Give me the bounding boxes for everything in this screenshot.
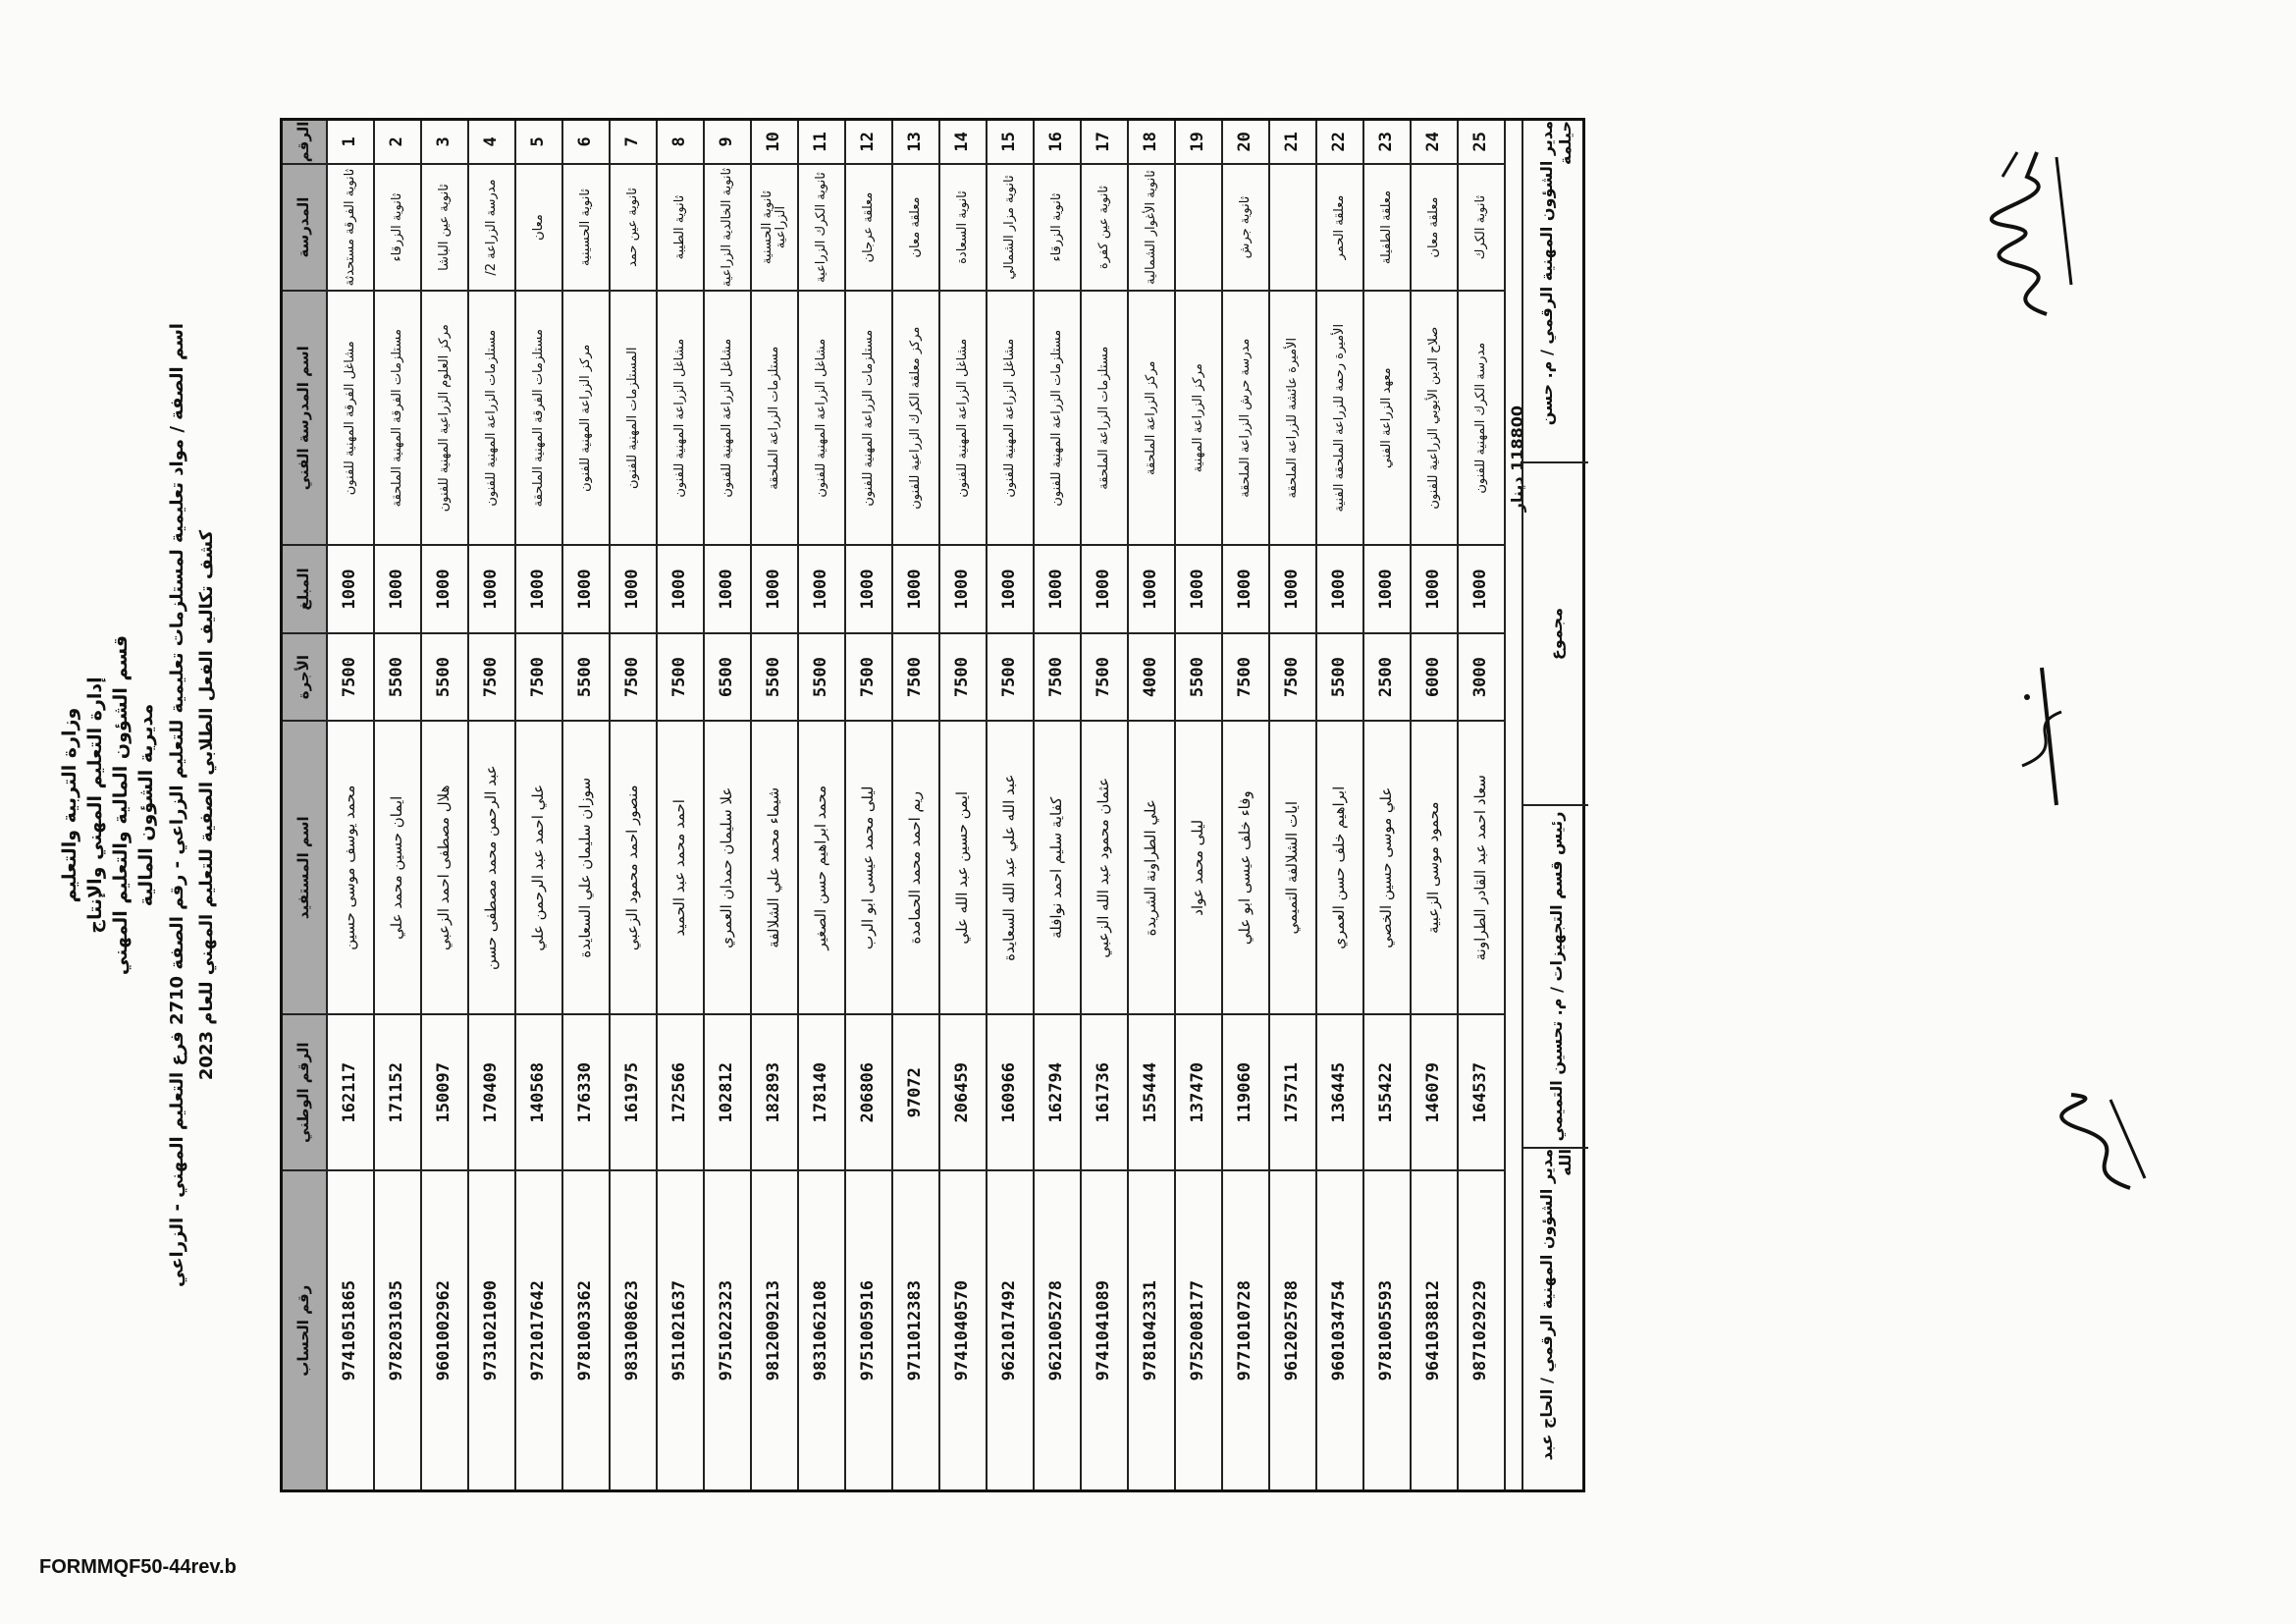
table-cell-fee: 6000 <box>1412 634 1459 723</box>
signature-row <box>1522 121 1588 1489</box>
table-cell-amount: 1000 <box>658 546 705 634</box>
signature-scribble-3 <box>2052 1080 2160 1208</box>
table-cell-account: 9831062108 <box>799 1171 846 1489</box>
table-cell-no: 12 <box>846 121 893 165</box>
table-cell-national-id: 140568 <box>516 1015 563 1171</box>
table-cell-account: 9771010728 <box>1223 1171 1270 1489</box>
table-cell-fee: 7500 <box>940 634 988 723</box>
table-cell-name: ليلى محمد عواد <box>1176 722 1223 1015</box>
table-row <box>375 121 422 1489</box>
table-cell-no: 7 <box>611 121 658 165</box>
header-line-6: كشف تكاليف الفعل الطلابي الصفية للتعليم المهني للعام 2023 <box>196 529 217 1081</box>
table-cell-program: مشاغل الزراعة المهنية للفنون <box>940 292 988 546</box>
table-cell-school: معلقة الحمر <box>1317 165 1364 292</box>
header-line-4: مديرية الشؤون المالية <box>135 703 157 907</box>
table-cell-school: مدرسة الزراعة 2/ <box>469 165 516 292</box>
table-cell-fee: 7500 <box>469 634 516 723</box>
table-cell-national-id: 164537 <box>1459 1015 1506 1171</box>
table-cell-account: 9752008177 <box>1176 1171 1223 1489</box>
table-cell-account: 9831008623 <box>611 1171 658 1489</box>
table-cell-amount: 1000 <box>1223 546 1270 634</box>
table-cell-amount: 1000 <box>375 546 422 634</box>
table-cell-national-id: 206806 <box>846 1015 893 1171</box>
table-cell-program: مشاغل الزراعة المهنية للفنون <box>658 292 705 546</box>
column-header: اسم المستفيد <box>283 722 328 1015</box>
rotated-page <box>29 20 2238 1591</box>
column-header: المبلغ <box>283 546 328 634</box>
table-cell-no: 17 <box>1082 121 1129 165</box>
table-cell-no: 21 <box>1270 121 1317 165</box>
table-cell-fee: 7500 <box>1270 634 1317 723</box>
table-cell-account: 9711012383 <box>893 1171 940 1489</box>
table-cell-program: مركز الزراعة الملحقة <box>1129 292 1176 546</box>
table-row <box>1223 121 1270 1489</box>
table-cell-no: 10 <box>752 121 799 165</box>
table-cell-no: 3 <box>422 121 469 165</box>
table-cell-no: 4 <box>469 121 516 165</box>
table-cell-fee: 7500 <box>1223 634 1270 723</box>
table-cell-name: كفاية سليم احمد نوافلة <box>1035 722 1082 1015</box>
table-cell-program: مشاغل الفرقة المهنية للفنون <box>328 292 375 546</box>
table-cell-account: 9741040570 <box>940 1171 988 1489</box>
table-cell-school: ثانوية الخالدية الزراعية <box>705 165 752 292</box>
table-cell-program: مستلزمات الزراعة المهنية للفنون <box>846 292 893 546</box>
column-header: الرقم الوطني <box>283 1015 328 1171</box>
table-cell-school <box>1270 165 1317 292</box>
table-cell-amount: 1000 <box>988 546 1035 634</box>
table-cell-school: ثانوية الأغوار الشمالية <box>1129 165 1176 292</box>
table-cell-fee: 7500 <box>328 634 375 723</box>
table-cell-program: مركز الزراعة المهنية للفنون <box>563 292 611 546</box>
table-cell-school: ثانوية عين كفرة <box>1082 165 1129 292</box>
table-cell-school: ثانوية مزار الشمالي <box>988 165 1035 292</box>
table-row <box>1270 121 1317 1489</box>
table-cell-amount: 1000 <box>1035 546 1082 634</box>
table-cell-name: ابراهيم خلف حسن العمري <box>1317 722 1364 1015</box>
table-cell-amount: 1000 <box>422 546 469 634</box>
table-cell-no: 19 <box>1176 121 1223 165</box>
table-cell-school <box>1176 165 1223 292</box>
table-cell-no: 15 <box>988 121 1035 165</box>
table-cell-amount: 1000 <box>799 546 846 634</box>
table-cell-no: 22 <box>1317 121 1364 165</box>
table-cell-name: عبد الله علي عبد الله السعايدة <box>988 722 1035 1015</box>
table-cell-national-id: 102812 <box>705 1015 752 1171</box>
table-row <box>846 121 893 1489</box>
table-cell-no: 5 <box>516 121 563 165</box>
table-cell-no: 16 <box>1035 121 1082 165</box>
table-cell-amount: 1000 <box>846 546 893 634</box>
table-cell-amount: 1000 <box>752 546 799 634</box>
table-cell-name: ايمن حسين عبد الله علي <box>940 722 988 1015</box>
table-cell-account: 9812009213 <box>752 1171 799 1489</box>
table-cell-amount: 1000 <box>1317 546 1364 634</box>
table-cell-school: ثانوية الزرقاء <box>1035 165 1082 292</box>
table-cell-fee: 5500 <box>1176 634 1223 723</box>
table-cell-account: 9621017492 <box>988 1171 1035 1489</box>
table-row <box>1035 121 1082 1489</box>
table-cell-amount: 1000 <box>1459 546 1506 634</box>
header-line-5: اسم الصفة / مواد تعليمية لمستلزمات تعليمية للتعليم الزراعي - رقم الصفة 2710 فرع التعليم المهني - الزراعي <box>167 323 187 1287</box>
table-cell-no: 25 <box>1459 121 1506 165</box>
table-cell-national-id: 160966 <box>988 1015 1035 1171</box>
table-cell-amount: 1000 <box>940 546 988 634</box>
table-cell-account: 9751005916 <box>846 1171 893 1489</box>
table-cell-no: 18 <box>1129 121 1176 165</box>
table-cell-school: معلقة معان <box>1412 165 1459 292</box>
payment-table <box>280 118 1585 1492</box>
table-cell-program: مشاغل الزراعة المهنية للفنون <box>988 292 1035 546</box>
table-cell-national-id: 178140 <box>799 1015 846 1171</box>
table-cell-account: 9612025788 <box>1270 1171 1317 1489</box>
table-cell-name: هلال مصطفى احمد الزعبي <box>422 722 469 1015</box>
table-cell-national-id: 97072 <box>893 1015 940 1171</box>
table-cell-national-id: 155422 <box>1364 1015 1412 1171</box>
table-cell-school: معان <box>516 165 563 292</box>
table-cell-amount: 1000 <box>563 546 611 634</box>
total-amount: 118800 دينار <box>1508 406 1526 513</box>
table-cell-national-id: 146079 <box>1412 1015 1459 1171</box>
table-cell-amount: 1000 <box>1270 546 1317 634</box>
table-cell-national-id: 176330 <box>563 1015 611 1171</box>
table-cell-name: شيماء محمد علي الشلالفة <box>752 722 799 1015</box>
table-cell-national-id: 172566 <box>658 1015 705 1171</box>
table-cell-name: علي احمد عبد الرحمن علي <box>516 722 563 1015</box>
table-row <box>1364 121 1412 1489</box>
table-cell-amount: 1000 <box>1412 546 1459 634</box>
table-cell-fee: 5500 <box>375 634 422 723</box>
table-cell-fee: 6500 <box>705 634 752 723</box>
table-cell-name: محمد يوسف موسى حسين <box>328 722 375 1015</box>
table-row <box>1176 121 1223 1489</box>
table-cell-name: احمد محمد عبد الحميد <box>658 722 705 1015</box>
table-cell-account: 9731021090 <box>469 1171 516 1489</box>
table-cell-school: ثانوية السعادة <box>940 165 988 292</box>
table-row <box>1129 121 1176 1489</box>
table-cell-national-id: 137470 <box>1176 1015 1223 1171</box>
signature-cell-1: مدير الشؤون المهنية الرقمي / م. حسن حيلمة <box>1523 121 1588 463</box>
table-cell-national-id: 136445 <box>1317 1015 1364 1171</box>
table-row <box>1317 121 1364 1489</box>
table-cell-school: ثانوية الكرك <box>1459 165 1506 292</box>
table-cell-no: 8 <box>658 121 705 165</box>
table-cell-account: 9781003362 <box>563 1171 611 1489</box>
table-cell-program: الأميرة رحمة للزراعة الملحقة الفنية <box>1317 292 1364 546</box>
table-cell-name: سوزان سليمان علي السعايدة <box>563 722 611 1015</box>
table-row <box>988 121 1035 1489</box>
table-cell-no: 13 <box>893 121 940 165</box>
table-cell-program: مركز العلوم الزراعية المهنية للفنون <box>422 292 469 546</box>
signature-cell-2: مجموع <box>1523 463 1588 806</box>
table-cell-program: مستلزمات الزراعة الملحقة <box>752 292 799 546</box>
table-row <box>328 121 375 1489</box>
column-header: المدرسة <box>283 165 328 292</box>
table-cell-program: معهد الزراعة الفني <box>1364 292 1412 546</box>
table-cell-program: مدرسة الكرك المهنية للفنون <box>1459 292 1506 546</box>
table-cell-amount: 1000 <box>1082 546 1129 634</box>
table-cell-national-id: 161975 <box>611 1015 658 1171</box>
table-cell-school: معلقة معان <box>893 165 940 292</box>
table-cell-national-id: 162117 <box>328 1015 375 1171</box>
table-cell-fee: 5500 <box>422 634 469 723</box>
table-cell-name: منصور احمد محمود الزعبي <box>611 722 658 1015</box>
table-row <box>799 121 846 1489</box>
table-row <box>1459 121 1506 1489</box>
table-cell-program: صلاح الدين الأيوبي الزراعية للفنون <box>1412 292 1459 546</box>
table-cell-account: 9781042331 <box>1129 1171 1176 1489</box>
table-row <box>705 121 752 1489</box>
table-cell-account: 9741041089 <box>1082 1171 1129 1489</box>
column-header: اسم المدرسة الفني <box>283 292 328 546</box>
table-row <box>563 121 611 1489</box>
table-cell-amount: 1000 <box>516 546 563 634</box>
table-cell-no: 11 <box>799 121 846 165</box>
table-cell-name: عثمان محمود عبد الله الزعبي <box>1082 722 1129 1015</box>
signature-cell-3: رئيس قسم التجهيزات / م. تحسين التميمي <box>1523 806 1588 1149</box>
table-row <box>940 121 988 1489</box>
table-cell-account: 9601002962 <box>422 1171 469 1489</box>
table-row <box>516 121 563 1489</box>
column-header: الرقم <box>283 121 328 165</box>
table-cell-amount: 1000 <box>328 546 375 634</box>
table-cell-account: 9782031035 <box>375 1171 422 1489</box>
table-cell-account: 9601034754 <box>1317 1171 1364 1489</box>
table-cell-program: الأميرة عائشة للزراعة الملحقة <box>1270 292 1317 546</box>
table-cell-name: عبد الرحمن محمد مصطفى حسن <box>469 722 516 1015</box>
table-cell-school: معلقة عرجان <box>846 165 893 292</box>
table-row <box>1412 121 1459 1489</box>
table-row <box>469 121 516 1489</box>
table-cell-no: 24 <box>1412 121 1459 165</box>
table-cell-no: 20 <box>1223 121 1270 165</box>
header-line-1: وزارة التربية والتعليم <box>59 707 80 903</box>
table-cell-amount: 1000 <box>1176 546 1223 634</box>
table-header-row <box>283 121 328 1489</box>
table-row <box>1082 121 1129 1489</box>
table-cell-name: علي الطراونة الشريدة <box>1129 722 1176 1015</box>
table-cell-no: 1 <box>328 121 375 165</box>
table-cell-national-id: 161736 <box>1082 1015 1129 1171</box>
table-cell-fee: 7500 <box>988 634 1035 723</box>
table-cell-name: ايمان حسين محمد علي <box>375 722 422 1015</box>
table-cell-national-id: 171152 <box>375 1015 422 1171</box>
form-code: FORMMQF50-44rev.b <box>39 1556 237 1578</box>
table-cell-program: مستلزمات الزراعة المهنية للفنون <box>1035 292 1082 546</box>
table-cell-account: 9511021637 <box>658 1171 705 1489</box>
table-cell-program: مستلزمات الفرقة المهنية الملحقة <box>516 292 563 546</box>
table-cell-name: محمود موسى الزعبية <box>1412 722 1459 1015</box>
table-cell-name: علي موسى حسين الخصي <box>1364 722 1412 1015</box>
table-cell-national-id: 119060 <box>1223 1015 1270 1171</box>
table-cell-amount: 1000 <box>705 546 752 634</box>
column-header: الأجرة <box>283 634 328 723</box>
table-cell-name: ريم احمد محمد الحمامدة <box>893 722 940 1015</box>
table-cell-fee: 7500 <box>611 634 658 723</box>
table-row <box>893 121 940 1489</box>
table-cell-amount: 1000 <box>1129 546 1176 634</box>
table-cell-name: علا سليمان حمدان العمري <box>705 722 752 1015</box>
table-cell-account: 9871029229 <box>1459 1171 1506 1489</box>
column-header: رقم الحساب <box>283 1171 328 1489</box>
table-cell-account: 9621005278 <box>1035 1171 1082 1489</box>
table-cell-school: ثانوية عين حمد <box>611 165 658 292</box>
table-cell-account: 9721017642 <box>516 1171 563 1489</box>
table-cell-fee: 7500 <box>1035 634 1082 723</box>
table-cell-account: 9751022323 <box>705 1171 752 1489</box>
table-cell-school: معلقة الطفيلة <box>1364 165 1412 292</box>
table-cell-fee: 7500 <box>893 634 940 723</box>
table-cell-program: مدرسة حرش الزراعة الملحقة <box>1223 292 1270 546</box>
table-cell-name: ايات الشلالفة التميمي <box>1270 722 1317 1015</box>
table-cell-program: مستلزمات الزراعة الملحقة <box>1082 292 1129 546</box>
table-cell-program: مشاغل الزراعة المهنية للفنون <box>799 292 846 546</box>
table-cell-school: ثانوية جرش <box>1223 165 1270 292</box>
table-cell-no: 14 <box>940 121 988 165</box>
table-cell-program: مستلزمات الزراعة المهنية للفنون <box>469 292 516 546</box>
table-cell-no: 6 <box>563 121 611 165</box>
header-line-2: إدارة التعليم المهني والإنتاج <box>84 677 106 934</box>
table-row <box>658 121 705 1489</box>
table-row <box>422 121 469 1489</box>
table-cell-school: ثانوية الحسينية <box>563 165 611 292</box>
table-cell-fee: 7500 <box>1082 634 1129 723</box>
signature-scribble-2 <box>2002 658 2091 815</box>
table-cell-program: مستلزمات الفرقة المهنية الملحقة <box>375 292 422 546</box>
signature-cell-4: مدير الشؤون المهنية الرقمي / الحاج عبد الله <box>1537 1149 1575 1461</box>
signature-scribble-1 <box>1978 137 2096 324</box>
table-cell-national-id: 206459 <box>940 1015 988 1171</box>
table-cell-name: سعاد احمد عبد القادر الطراونة <box>1459 722 1506 1015</box>
table-cell-amount: 1000 <box>469 546 516 634</box>
table-cell-amount: 1000 <box>611 546 658 634</box>
table-cell-fee: 7500 <box>516 634 563 723</box>
table-cell-name: ليلى محمد عيسى ابو الرب <box>846 722 893 1015</box>
table-cell-fee: 7500 <box>658 634 705 723</box>
table-cell-program: مركز معلقة الكرك الزراعية للفنون <box>893 292 940 546</box>
table-cell-fee: 5500 <box>752 634 799 723</box>
table-cell-school: ثانوية عين الباشا <box>422 165 469 292</box>
table-cell-amount: 1000 <box>1364 546 1412 634</box>
table-cell-account: 9641038812 <box>1412 1171 1459 1489</box>
table-cell-fee: 5500 <box>799 634 846 723</box>
table-cell-national-id: 162794 <box>1035 1015 1082 1171</box>
table-cell-school: ثانوية الكرك الزراعية <box>799 165 846 292</box>
table-cell-school: ثانوية الحسنية الزراعية <box>752 165 799 292</box>
table-cell-no: 23 <box>1364 121 1412 165</box>
table-cell-national-id: 182893 <box>752 1015 799 1171</box>
table-row <box>752 121 799 1489</box>
table-cell-school: ثانوية الزرقاء <box>375 165 422 292</box>
table-cell-fee: 5500 <box>1317 634 1364 723</box>
table-cell-fee: 2500 <box>1364 634 1412 723</box>
table-cell-account: 9781005593 <box>1364 1171 1412 1489</box>
table-cell-program: مركز الزراعة المهنية <box>1176 292 1223 546</box>
header-line-3: قسم الشؤون المالية والتعليم المهني <box>110 634 132 976</box>
table-cell-account: 9741051865 <box>328 1171 375 1489</box>
table-cell-program: مشاغل الزراعة المهنية للفنون <box>705 292 752 546</box>
table-cell-national-id: 175711 <box>1270 1015 1317 1171</box>
table-cell-fee: 4000 <box>1129 634 1176 723</box>
table-cell-school: ثانوية الفرقة مستحدثة <box>328 165 375 292</box>
table-cell-national-id: 170409 <box>469 1015 516 1171</box>
table-row <box>611 121 658 1489</box>
table-cell-name: محمد ابراهيم حسن الصغير <box>799 722 846 1015</box>
table-cell-fee: 3000 <box>1459 634 1506 723</box>
table-cell-no: 9 <box>705 121 752 165</box>
table-cell-program: المستلزمات المهنية للفنون <box>611 292 658 546</box>
table-cell-school: ثانوية الطيبة <box>658 165 705 292</box>
table-cell-national-id: 150097 <box>422 1015 469 1171</box>
table-cell-national-id: 155444 <box>1129 1015 1176 1171</box>
table-cell-fee: 5500 <box>563 634 611 723</box>
table-cell-name: وفاء خلف عيسى ابو علي <box>1223 722 1270 1015</box>
table-cell-amount: 1000 <box>893 546 940 634</box>
table-cell-no: 2 <box>375 121 422 165</box>
table-cell-fee: 7500 <box>846 634 893 723</box>
